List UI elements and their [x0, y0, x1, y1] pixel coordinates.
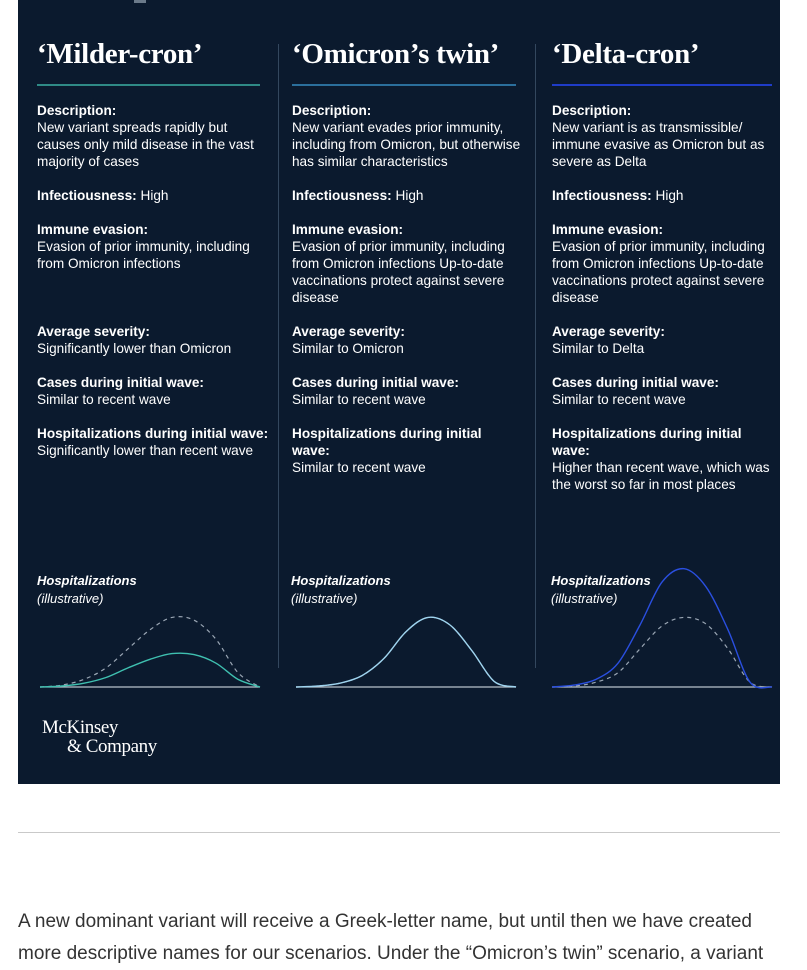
severity-text: Similar to Omicron — [292, 341, 404, 356]
chart-subtitle: (illustrative) — [37, 591, 104, 606]
hospitalizations-text: Higher than recent wave, which was the worst so far in most places — [552, 460, 770, 492]
scenario-title: ‘Milder-cron’ — [37, 38, 203, 70]
severity-label: Average severity: — [292, 324, 405, 339]
description-text: New variant evades prior immunity, including from Omicron, but otherwise has similar characteristics — [292, 120, 521, 169]
description-label: Description: — [292, 103, 372, 118]
cases-text: Similar to recent wave — [37, 392, 171, 407]
hospitalizations-label: Hospitalizations during initial wave: — [37, 426, 269, 441]
mckinsey-logo — [42, 718, 157, 756]
hospitalizations-chart-milder-cron — [40, 555, 262, 695]
cases-label: Cases during initial wave: — [292, 375, 459, 390]
section-divider — [18, 832, 780, 833]
severity-text: Significantly lower than Omicron — [37, 341, 232, 356]
description-label: Description: — [37, 103, 117, 118]
scenario-details — [552, 102, 774, 510]
immune-evasion-text: Evasion of prior immunity, including from Omicron infections Up-to-date vaccinations protect against severe disease — [292, 239, 505, 305]
hospitalizations-label: Hospitalizations during initial wave: — [552, 426, 742, 458]
chart-title: Hospitalizations — [551, 573, 651, 588]
scenario-solid-line — [296, 617, 516, 687]
recent-wave-dashed-line — [40, 617, 260, 687]
hospitalizations-chart-delta-cron — [552, 555, 774, 695]
hospitalizations-label: Hospitalizations during initial wave: — [292, 426, 482, 458]
immune-evasion-label: Immune evasion: — [292, 222, 404, 237]
scenario-solid-line — [40, 653, 260, 687]
immune-evasion-text: Evasion of prior immunity, including from Omicron infections Up-to-date vaccinations protect against severe disease — [552, 239, 765, 305]
infectiousness-label: Infectiousness: — [552, 188, 652, 203]
infectiousness-value: High — [395, 188, 424, 203]
scenario-title: ‘Omicron’s twin’ — [292, 38, 500, 70]
scenario-title: ‘Delta-cron’ — [552, 38, 700, 70]
infectiousness-label: Infectiousness: — [292, 188, 392, 203]
title-rule — [292, 84, 516, 86]
infectiousness-value: High — [140, 188, 169, 203]
title-rule — [552, 84, 772, 86]
hospitalizations-text: Significantly lower than recent wave — [37, 443, 254, 458]
severity-label: Average severity: — [552, 324, 665, 339]
immune-evasion-label: Immune evasion: — [552, 222, 664, 237]
cases-label: Cases during initial wave: — [37, 375, 204, 390]
scenario-solid-line — [552, 569, 772, 688]
article-paragraph: A new dominant variant will receive a Greek-letter name, but until then we have created more descriptive names for our scenarios. Under the “Omicron’s twin” scenario, a variant — [18, 911, 764, 964]
title-rule — [37, 84, 260, 86]
recent-wave-dashed-line — [296, 617, 516, 687]
chart-subtitle: (illustrative) — [291, 591, 358, 606]
column-divider — [278, 44, 279, 668]
chart-title: Hospitalizations — [37, 573, 137, 588]
infectiousness-value: High — [655, 188, 684, 203]
severity-label: Average severity: — [37, 324, 150, 339]
recent-wave-dashed-line — [552, 617, 772, 687]
infographic-panel — [18, 0, 780, 784]
immune-evasion-text: Evasion of prior immunity, including from Omicron infections — [37, 239, 250, 271]
severity-text: Similar to Delta — [552, 341, 645, 356]
description-text: New variant is as transmissible/ immune evasive as Omicron but as severe as Delta — [552, 120, 765, 169]
cases-text: Similar to recent wave — [292, 392, 426, 407]
cases-label: Cases during initial wave: — [552, 375, 719, 390]
chart-title: Hospitalizations — [291, 573, 391, 588]
clipped-text-fragment — [134, 0, 146, 3]
cases-text: Similar to recent wave — [552, 392, 686, 407]
hospitalizations-chart-omicrons-twin — [296, 555, 518, 695]
chart-subtitle: (illustrative) — [551, 591, 618, 606]
hospitalizations-text: Similar to recent wave — [292, 460, 426, 475]
description-label: Description: — [552, 103, 632, 118]
immune-evasion-label: Immune evasion: — [37, 222, 149, 237]
logo-line-1: McKinsey — [42, 717, 118, 738]
infectiousness-label: Infectiousness: — [37, 188, 137, 203]
scenario-details — [37, 102, 269, 476]
description-text: New variant spreads rapidly but causes only mild disease in the vast majority of cases — [37, 120, 254, 169]
column-divider — [535, 44, 536, 668]
logo-line-2: & Company — [67, 736, 157, 757]
scenario-details — [292, 102, 522, 493]
